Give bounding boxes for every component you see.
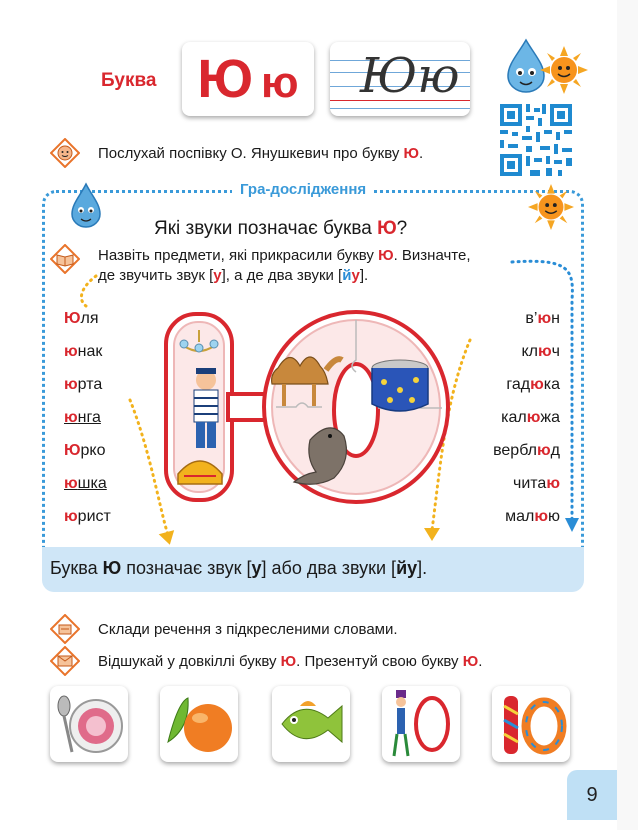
pencil-task-icon — [50, 614, 80, 644]
pot-icon — [372, 360, 428, 411]
answer-text: Буква Ю позначає звук [у] або два звуки [йу]. — [50, 558, 428, 578]
book-task-icon — [50, 244, 80, 274]
candy-letter-icon — [492, 686, 570, 762]
acrobat-icon — [382, 686, 460, 762]
compose-task-text: Склади речення з підкресленими словами. — [98, 621, 398, 638]
right-word-4: калюжа — [501, 409, 560, 426]
apple-icon — [160, 686, 238, 762]
search-task-icon — [50, 646, 80, 676]
listen-task-text: Послухай поспівку О. Янушкевич про букву Ю. — [98, 145, 424, 162]
left-word-4: юнга — [64, 409, 101, 426]
left-word-2: юнак — [64, 343, 103, 360]
listen-task-icon — [50, 138, 80, 168]
page-edge-strip — [617, 0, 638, 830]
fish-icon — [272, 686, 350, 762]
right-word-2: ключ — [521, 343, 560, 360]
find-task-text: Відшукай у довкіллі букву Ю. Презентуй свою букву Ю. — [98, 653, 483, 670]
page-number: 9 — [586, 783, 598, 806]
puzzle-letter-illustration — [160, 308, 456, 508]
script-letter-card — [330, 42, 470, 116]
sun-character-icon — [540, 46, 588, 94]
right-word-1: в’юн — [525, 310, 560, 327]
letter-upper: Ю — [197, 49, 254, 109]
thumb-fish — [272, 686, 350, 762]
letter-card — [182, 42, 314, 116]
qr-code[interactable] — [496, 100, 576, 180]
left-word-3: юрта — [64, 376, 103, 393]
research-instruction-line2: де звучить звук [у], а де два звуки [йу]. — [98, 267, 369, 284]
sun-character-icon-2 — [528, 184, 574, 230]
drop-boy-character-icon — [66, 182, 106, 230]
right-word-6: читаю — [513, 475, 560, 492]
right-word-7: малюю — [505, 508, 560, 525]
thumb-acrobat — [382, 686, 460, 762]
right-word-5: верблюд — [493, 442, 560, 459]
left-word-7: юрист — [64, 508, 111, 525]
page-number-box — [567, 770, 617, 820]
left-word-5: Юрко — [64, 442, 106, 459]
letter-lower: ю — [261, 58, 299, 107]
header-word: Буква — [101, 70, 157, 91]
left-word-1: Юля — [64, 310, 99, 327]
thumb-plate-spoon — [50, 686, 128, 762]
plate-spoon-icon — [50, 686, 128, 762]
thumb-candy-letter — [492, 686, 570, 762]
script-letters: Юю — [360, 48, 460, 104]
right-word-3: гадюка — [506, 376, 560, 393]
thumb-apple — [160, 686, 238, 762]
research-question: Які звуки позначає буква Ю? — [154, 218, 408, 239]
research-title: Гра-дослідження — [232, 181, 374, 198]
left-word-6: юшка — [64, 475, 107, 492]
research-instruction-line1: Назвіть предмети, які прикрасили букву Ю. Визначте, — [98, 247, 471, 264]
